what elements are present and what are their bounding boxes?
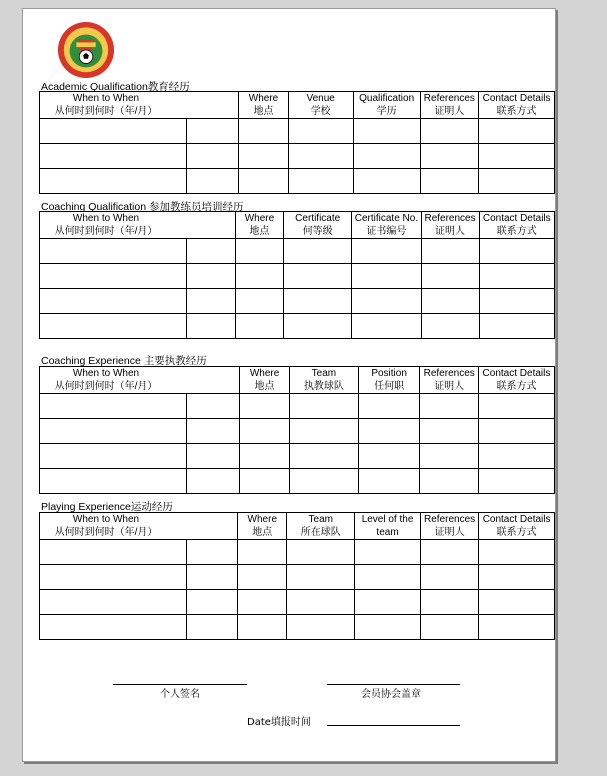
header-contact: Contact Details 联系方式 [479,513,555,540]
section-title-academic: Academic Qualification教育经历 [41,81,190,93]
date-line[interactable] [327,725,460,726]
coaching-qualification-table [39,211,555,339]
table-row [40,540,555,565]
table-row [40,394,555,419]
header-when: When to When 从何时到何时（年/月） [40,367,187,394]
table-row [40,264,555,289]
table-row [40,590,555,615]
header-qualification: Qualification 学历 [353,92,420,119]
table-row [40,144,555,169]
coaching-experience-table [39,366,555,494]
academic-table [39,91,555,194]
header-venue: Venue 学校 [288,92,353,119]
table-row [40,239,555,264]
table-row [40,615,555,640]
section-title-playing-experience: Playing Experience运动经历 [41,501,173,513]
section-title-coaching-qualification: Coaching Qualification 参加教练员培训经历 [41,201,244,213]
table-row [40,419,555,444]
header-contact: Contact Details 联系方式 [479,212,555,239]
header-team: Team 所在球队 [287,513,355,540]
table-row [40,289,555,314]
header-references: References 证明人 [421,212,479,239]
header-when: When to When 从何时到何时（年/月） [40,513,187,540]
header-contact: Contact Details 联系方式 [479,92,555,119]
header-certificate-no: Certificate No. 证书编号 [352,212,421,239]
table-row [40,169,555,194]
header-when: When to When 从何时到何时（年/月） [40,212,187,239]
header-where: Where 地点 [235,212,283,239]
header-contact: Contact Details 联系方式 [478,367,554,394]
playing-experience-table [39,512,555,640]
table-row [40,119,555,144]
table-row [40,469,555,494]
header-where: Where 地点 [240,367,290,394]
header-certificate: Certificate 何等级 [284,212,352,239]
header-where: Where 地点 [239,92,289,119]
table-row [40,565,555,590]
date-label: Date填报时间 [247,717,311,728]
header-position: Position 任何职 [358,367,420,394]
association-seal-label: 会员协会盖章 [361,689,421,700]
table-row [40,314,555,339]
section-title-coaching-experience: Coaching Experience 主要执教经历 [41,355,207,367]
header-references: References 证明人 [421,513,479,540]
document-page [22,8,556,762]
header-where: Where 地点 [238,513,287,540]
header-when: When to When 从何时到何时（年/月） [40,92,187,119]
header-references: References 证明人 [420,92,478,119]
header-references: References 证明人 [420,367,478,394]
header-level: Level of the team [355,513,421,540]
table-row [40,444,555,469]
personal-signature-label: 个人签名 [160,689,200,700]
header-team: Team 执教球队 [290,367,359,394]
cfa-logo [57,21,115,79]
